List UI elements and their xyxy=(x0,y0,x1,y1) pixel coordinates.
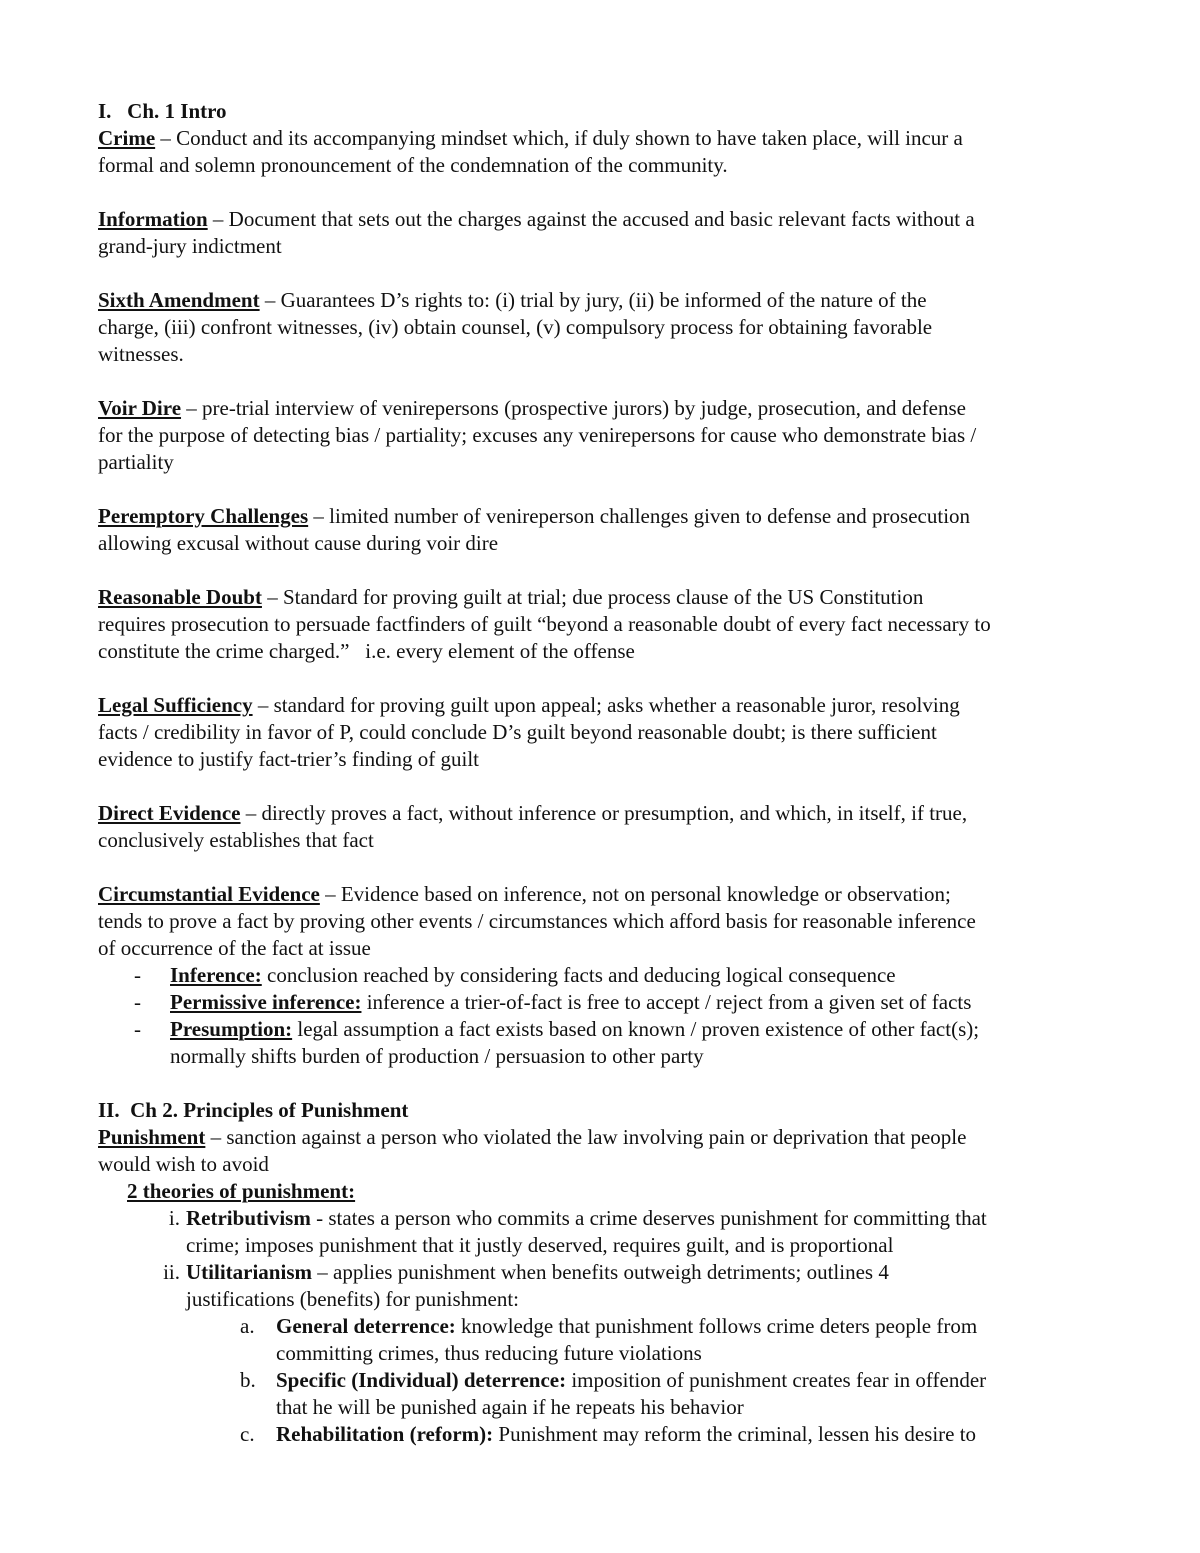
definition-text: conclusively establishes that fact xyxy=(98,828,374,852)
definition-text: requires prosecution to persuade factfinders of guilt “beyond a reasonable doubt of every fact necessary to xyxy=(98,612,991,636)
definition-punishment xyxy=(98,1124,1108,1448)
term: Presumption: xyxy=(170,1017,293,1041)
definition-text: charge, (iii) confront witnesses, (iv) obtain counsel, (v) compulsory process for obtaining favorable xyxy=(98,315,933,339)
definition-text: – Document that sets out the charges against the accused and basic relevant facts without a xyxy=(207,207,975,231)
term: Circumstantial Evidence xyxy=(98,882,320,906)
definition-text: partiality xyxy=(98,450,174,474)
item-text: - states a person who commits a crime deserves punishment for committing that xyxy=(310,1206,987,1230)
definition-text: grand-jury indictment xyxy=(98,234,282,258)
definition-reasonable-doubt xyxy=(98,584,1108,665)
term: Retributivism xyxy=(186,1206,311,1230)
definition-text: allowing excusal without cause during voir dire xyxy=(98,531,499,555)
list-item xyxy=(98,989,1108,1016)
definition-legal-sufficiency xyxy=(98,692,1108,773)
definition-peremptory-challenges xyxy=(98,503,1108,557)
section-heading-punishment: II. Ch 2. Principles of Punishment xyxy=(98,1098,409,1122)
dash-bullet: - xyxy=(134,1017,141,1041)
definition-text: would wish to avoid xyxy=(98,1152,269,1176)
list-item xyxy=(98,1259,1108,1286)
list-item xyxy=(98,1016,1108,1043)
definition-text: – Conduct and its accompanying mindset which, if duly shown to have taken place, will incur a xyxy=(155,126,963,150)
term: Voir Dire xyxy=(98,396,182,420)
term: Peremptory Challenges xyxy=(98,504,309,528)
roman-numeral: i. xyxy=(168,1206,180,1230)
definition-sixth-amendment xyxy=(98,287,1108,368)
item-text: – applies punishment when benefits outweigh detriments; outlines 4 xyxy=(312,1260,889,1284)
term: Information xyxy=(98,207,208,231)
item-text: inference a trier-of-fact is free to accept / reject from a given set of facts xyxy=(361,990,972,1014)
dash-bullet: - xyxy=(134,963,141,987)
term: Crime xyxy=(98,126,156,150)
section-heading-intro: I. Ch. 1 Intro xyxy=(98,99,227,123)
definition-text: – pre-trial interview of venirepersons (prospective jurors) by judge, prosecution, and defense xyxy=(181,396,966,420)
term: Legal Sufficiency xyxy=(98,693,253,717)
term: Direct Evidence xyxy=(98,801,241,825)
definition-text: of occurrence of the fact at issue xyxy=(98,936,371,960)
term: General deterrence: xyxy=(276,1314,456,1338)
term: Permissive inference: xyxy=(170,990,362,1014)
letter-marker: a. xyxy=(240,1314,255,1338)
definition-text: – Standard for proving guilt at trial; due process clause of the US Constitution xyxy=(261,585,924,609)
term: Specific (Individual) deterrence: xyxy=(276,1368,567,1392)
definition-text: – Evidence based on inference, not on personal knowledge or observation; xyxy=(319,882,951,906)
item-text-continued: justifications (benefits) for punishment: xyxy=(186,1287,520,1311)
definition-direct-evidence xyxy=(98,800,1108,854)
definition-text: witnesses. xyxy=(98,342,184,366)
term: Punishment xyxy=(98,1125,206,1149)
item-text-continued: normally shifts burden of production / persuasion to other party xyxy=(170,1044,704,1068)
item-text: Punishment may reform the criminal, lessen his desire to xyxy=(493,1422,977,1446)
item-text: legal assumption a fact exists based on known / proven existence of other fact(s); xyxy=(292,1017,980,1041)
term: Rehabilitation (reform): xyxy=(276,1422,494,1446)
list-item xyxy=(98,1313,1108,1340)
subheading: 2 theories of punishment: xyxy=(127,1179,356,1203)
definition-text: evidence to justify fact-trier’s finding of guilt xyxy=(98,747,480,771)
definition-text: – Guarantees D’s rights to: (i) trial by jury, (ii) be informed of the nature of the xyxy=(259,288,927,312)
term: Utilitarianism xyxy=(186,1260,312,1284)
definition-information xyxy=(98,206,1108,260)
list-item xyxy=(98,1421,1108,1448)
list-item xyxy=(98,1367,1108,1394)
letter-marker: c. xyxy=(240,1422,255,1446)
item-text: conclusion reached by considering facts and deducing logical consequence xyxy=(261,963,896,987)
definition-text: – directly proves a fact, without inference or presumption, and which, in itself, if true, xyxy=(240,801,968,825)
letter-marker: b. xyxy=(240,1368,256,1392)
definition-text: formal and solemn pronouncement of the condemnation of the community. xyxy=(98,153,728,177)
list-item xyxy=(98,1205,1108,1232)
definition-text: constitute the crime charged.” i.e. every element of the offense xyxy=(98,639,635,663)
definition-crime xyxy=(98,125,1108,179)
item-text-continued: committing crimes, thus reducing future violations xyxy=(276,1341,702,1365)
definition-circumstantial-evidence xyxy=(98,881,1108,1070)
document-page xyxy=(98,98,1108,1448)
dash-bullet: - xyxy=(134,990,141,1014)
term: Sixth Amendment xyxy=(98,288,260,312)
item-text-continued: that he will be punished again if he repeats his behavior xyxy=(276,1395,744,1419)
list-item xyxy=(98,962,1108,989)
item-text-continued: crime; imposes punishment that it justly deserved, requires guilt, and is proportional xyxy=(186,1233,894,1257)
definition-text: facts / credibility in favor of P, could conclude D’s guilt beyond reasonable doubt; is there sufficient xyxy=(98,720,937,744)
definition-text: tends to prove a fact by proving other events / circumstances which afford basis for reasonable inference xyxy=(98,909,976,933)
roman-numeral: ii. xyxy=(163,1260,180,1284)
item-text: imposition of punishment creates fear in offender xyxy=(566,1368,987,1392)
item-text: knowledge that punishment follows crime deters people from xyxy=(455,1314,978,1338)
definition-text: for the purpose of detecting bias / partiality; excuses any venirepersons for cause who demonstrate bias / xyxy=(98,423,977,447)
term: Inference: xyxy=(170,963,262,987)
definition-text: – limited number of venireperson challenges given to defense and prosecution xyxy=(308,504,971,528)
definition-text: – standard for proving guilt upon appeal; asks whether a reasonable juror, resolving xyxy=(252,693,960,717)
term: Reasonable Doubt xyxy=(98,585,262,609)
definition-voir-dire xyxy=(98,395,1108,476)
definition-text: – sanction against a person who violated the law involving pain or deprivation that people xyxy=(205,1125,967,1149)
